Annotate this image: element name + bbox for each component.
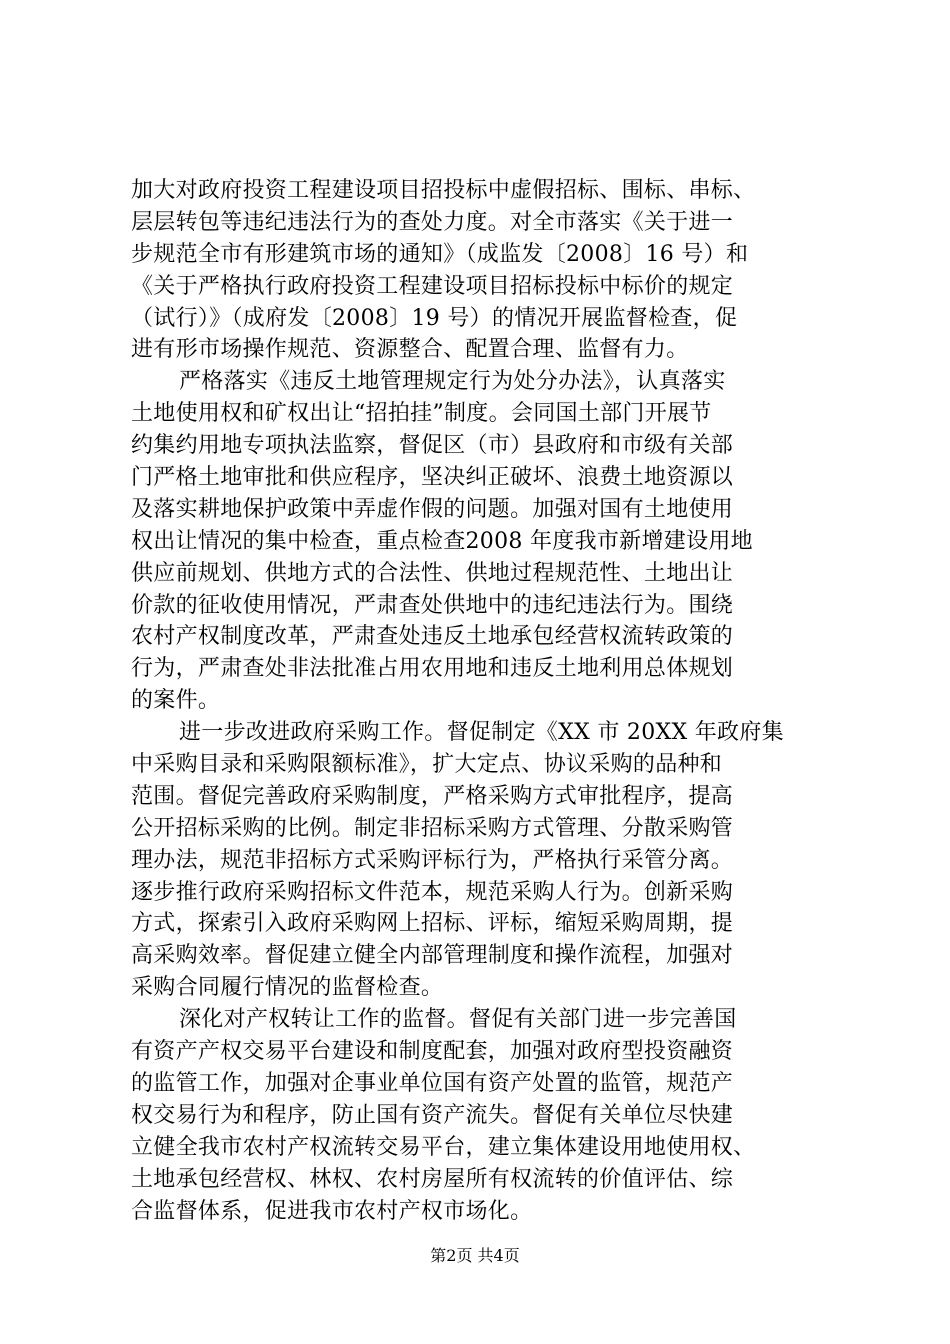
text-line: 方式，探索引入政府采购网上招标、评标，缩短采购周期，提 [131,911,734,937]
text-line: 有资产产权交易平台建设和制度配套，加强对政府型投资融资 [131,1039,734,1065]
text-line: 及落实耕地保护政策中弄虚作假的问题。加强对国有土地使用 [131,496,734,522]
text-line: 合监督体系，促进我市农村产权市场化。 [131,1198,533,1224]
paragraph-start-line: 进一步改进政府采购工作。督促制定《XX 市 20XX 年政府集 [179,720,784,746]
text-line: 的监管工作，加强对企事业单位国有资产处置的监管，规范产 [131,1070,734,1096]
text-line: 层层转包等违纪违法行为的查处力度。对全市落实《关于进一 [131,209,734,235]
text-line: 供应前规划、供地方式的合法性、供地过程规范性、土地出让 [131,560,734,586]
text-line: 土地承包经营权、林权、农村房屋所有权流转的价值评估、综 [131,1166,734,1192]
page-number-footer: 第2页 共4页 [430,1246,520,1265]
text-line: 的案件。 [131,688,221,714]
text-line: 农村产权制度改革，严肃查处违反土地承包经营权流转政策的 [131,624,734,650]
text-line: 步规范全市有形建筑市场的通知》（成监发〔2008〕16 号）和 [131,241,749,267]
text-line: 约集约用地专项执法监察，督促区（市）县政府和市级有关部 [131,433,734,459]
text-line: 权交易行为和程序，防止国有资产流失。督促有关单位尽快建 [131,1102,734,1128]
text-line: 门严格土地审批和供应程序，坚决纠正破坏、浪费土地资源以 [131,465,734,491]
text-line: 权出让情况的集中检查，重点检查2008 年度我市新增建设用地 [131,528,753,554]
text-line: 加大对政府投资工程建设项目招投标中虚假招标、围标、串标、 [131,178,756,203]
text-line: 高采购效率。督促建立健全内部管理制度和操作流程，加强对 [131,943,734,969]
text-line: 土地使用权和矿权出让“招拍挂”制度。会同国土部门开展节 [131,401,712,427]
text-line: 公开招标采购的比例。制定非招标采购方式管理、分散采购管 [131,815,734,841]
document-body [131,175,831,1227]
text-line: 逐步推行政府采购招标文件范本，规范采购人行为。创新采购 [131,879,734,905]
text-line: 立健全我市农村产权流转交易平台，建立集体建设用地使用权、 [131,1134,756,1160]
text-line: 采购合同履行情况的监督检查。 [131,975,444,1001]
text-line: 范围。督促完善政府采购制度，严格采购方式审批程序，提高 [131,783,734,809]
text-line: 行为，严肃查处非法批准占用农用地和违反土地利用总体规划 [131,656,734,682]
text-line: 进有形市场操作规范、资源整合、配置合理、监督有力。 [131,337,689,363]
text-line: 中采购目录和采购限额标准》，扩大定点、协议采购的品种和 [131,752,723,778]
text-line: 价款的征收使用情况，严肃查处供地中的违纪违法行为。围绕 [131,592,734,618]
text-line: 理办法，规范非招标方式采购评标行为，严格执行采管分离。 [131,847,734,873]
paragraph-start-line: 深化对产权转让工作的监督。督促有关部门进一步完善国 [179,1007,737,1033]
paragraph-start-line: 严格落实《违反土地管理规定行为处分办法》，认真落实 [179,369,726,395]
text-line: 《关于严格执行政府投资工程建设项目招标投标中标价的规定 [131,273,734,299]
text-line: （试行）》（成府发〔2008〕19 号）的情况开展监督检查，促 [131,305,738,331]
